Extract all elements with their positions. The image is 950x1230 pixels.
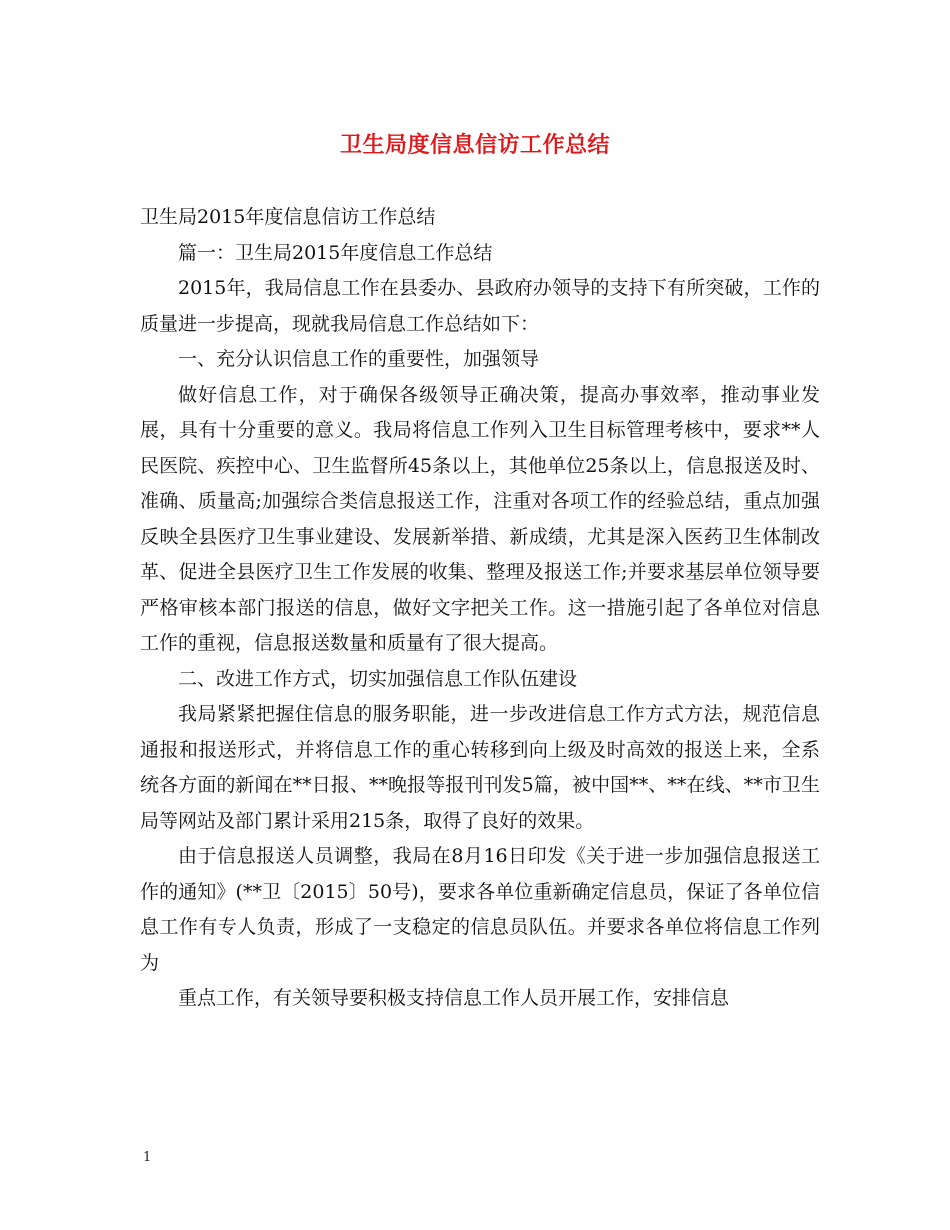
section-heading: 篇一：卫生局2015年度信息工作总结 [178, 241, 493, 264]
paragraph: 由于信息报送人员调整，我局在8月16日印发《关于进一步加强信息报送工作的通知》(**卫〔2015〕50号)，要求各单位重新确定信息员，保证了各单位信息工作有专人负责，形成了一支稳定的信息员队伍。并要求各单位将信息工作列为 [140, 845, 820, 974]
document-body [140, 200, 820, 1017]
paragraph: 重点工作，有关领导要积极支持信息工作人员开展工作，安排信息 [178, 987, 730, 1009]
document-title: 卫生局度信息信访工作总结 [339, 133, 610, 158]
paragraph: 做好信息工作，对于确保各级领导正确决策，提高办事效率，推动事业发展，具有十分重要的意义。我局将信息工作列入卫生目标管理考核中，要求**人民医院、疾控中心、卫生监督所45条以上，其他单位25条以上，信息报送及时、准确、质量高;加强综合类信息报送工作，注重对各项工作的经验总结，重点加强反映全县医疗卫生事业建设、发展新举措、新成绩，尤其是深入医药卫生体制改革、促进全县医疗卫生工作发展的收集、整理及报送工作;并要求基层单位领导要严格审核本部门报送的信息，做好文字把关工作。这一措施引起了各单位对信息工作的重视，信息报送数量和质量有了很大提高。 [140, 383, 820, 654]
section-heading: 二、改进工作方式，切实加强信息工作队伍建设 [178, 667, 578, 690]
subtitle-line: 卫生局2015年度信息信访工作总结 [140, 206, 436, 228]
paragraph: 我局紧紧把握住信息的服务职能，进一步改进信息工作方式方法，规范信息通报和报送形式，并将信息工作的重心转移到向上级及时高效的报送上来，全系统各方面的新闻在**日报、**晚报等报刊刊发5篇，被中国**、**在线、**市卫生局等网站及部门累计采用215条，取得了良好的效果。 [140, 703, 820, 832]
paragraph: 2015年，我局信息工作在县委办、县政府办领导的支持下有所突破，工作的质量进一步提高，现就我局信息工作总结如下： [140, 277, 820, 335]
section-heading: 一、充分认识信息工作的重要性，加强领导 [178, 348, 540, 370]
page-number: 1 [143, 1150, 152, 1165]
